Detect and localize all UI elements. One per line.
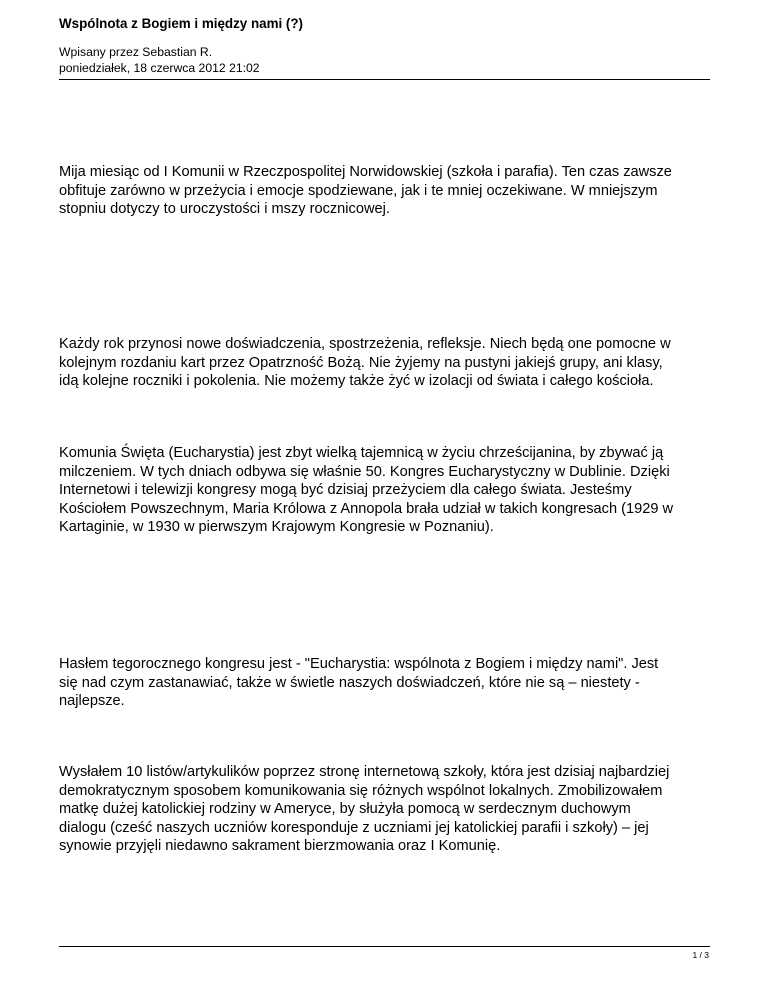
paragraph-line: Każdy rok przynosi nowe doświadczenia, spostrzeżenia, refleksje. Niech będą one pomocne w <box>59 336 671 352</box>
footer-divider <box>59 946 710 947</box>
author-line: Wpisany przez Sebastian R. <box>59 45 213 59</box>
paragraph-3 <box>59 444 715 537</box>
paragraph-line: Kościołem Powszechnym, Maria Królowa z Annopola brała udział w takich kongresach (1929 w <box>59 500 674 517</box>
paragraph-line: demokratycznym sposobem komunikowania się różnych wspólnot lokalnych. Zmobilizowałem <box>59 782 663 799</box>
paragraph-line: Wysłałem 10 listów/artykulików poprzez stronę internetową szkoły, która jest dzisiaj najbardziej <box>59 764 670 780</box>
paragraph-line: milczeniem. W tych dniach odbywa się właśnie 50. Kongres Eucharystyczny w Dublinie. Dzięki <box>59 463 670 480</box>
date-line: poniedziałek, 18 czerwca 2012 21:02 <box>59 61 260 75</box>
paragraph-2 <box>59 335 715 391</box>
paragraph-line: Kartaginie, w 1930 w pierwszym Krajowym Kongresie w Poznaniu). <box>59 519 494 536</box>
paragraph-line: idą kolejne roczniki i pokolenia. Nie możemy także żyć w izolacji od świata i całego kościoła. <box>59 373 654 390</box>
article-title: Wspólnota z Bogiem i między nami (?) <box>59 16 304 31</box>
paragraph-1 <box>59 163 715 219</box>
paragraph-line: Hasłem tegorocznego kongresu jest - "Eucharystia: wspólnota z Bogiem i między nami". Jest <box>59 656 659 672</box>
paragraph-line: Komunia Święta (Eucharystia) jest zbyt wielką tajemnicą w życiu chrześcijanina, by zbywać ją <box>59 445 664 461</box>
paragraph-line: się nad czym zastanawiać, także w świetle naszych doświadczeń, które nie są – niestety - <box>59 674 640 691</box>
paragraph-line: matkę dużej katolickiej rodziny w Ameryce, by służyła pomocą w serdecznym duchowym <box>59 801 631 818</box>
paragraph-line: synowie przyjęli niedawno sakrament bierzmowania oraz I Komunię. <box>59 838 501 855</box>
paragraph-line: stopniu dotyczy to uroczystości i mszy rocznicowej. <box>59 201 390 218</box>
paragraph-5 <box>59 763 715 856</box>
header-divider <box>59 79 710 80</box>
paragraph-line: Internetowi i telewizji kongresy mogą być dzisiaj przeżyciem dla całego świata. Jesteśmy <box>59 482 632 499</box>
article-meta <box>59 44 260 76</box>
page-number: 1 / 3 <box>692 950 709 960</box>
paragraph-line: kolejnym rozdaniu kart przez Opatrzność Bożą. Nie żyjemy na pustyni jakiejś grupy, ani klasy, <box>59 354 663 371</box>
paragraph-line: dialogu (cześć naszych uczniów koresponduje z uczniami jej katolickiej parafii i szkoły) – jej <box>59 819 649 836</box>
paragraph-line: najlepsze. <box>59 693 125 710</box>
paragraph-4 <box>59 655 715 711</box>
paragraph-line: Mija miesiąc od I Komunii w Rzeczpospolitej Norwidowskiej (szkoła i parafia). Ten czas zawsze <box>59 164 672 180</box>
paragraph-line: obfituje zarówno w przeżycia i emocje spodziewane, jak i te mniej oczekiwane. W mniejszym <box>59 182 658 199</box>
